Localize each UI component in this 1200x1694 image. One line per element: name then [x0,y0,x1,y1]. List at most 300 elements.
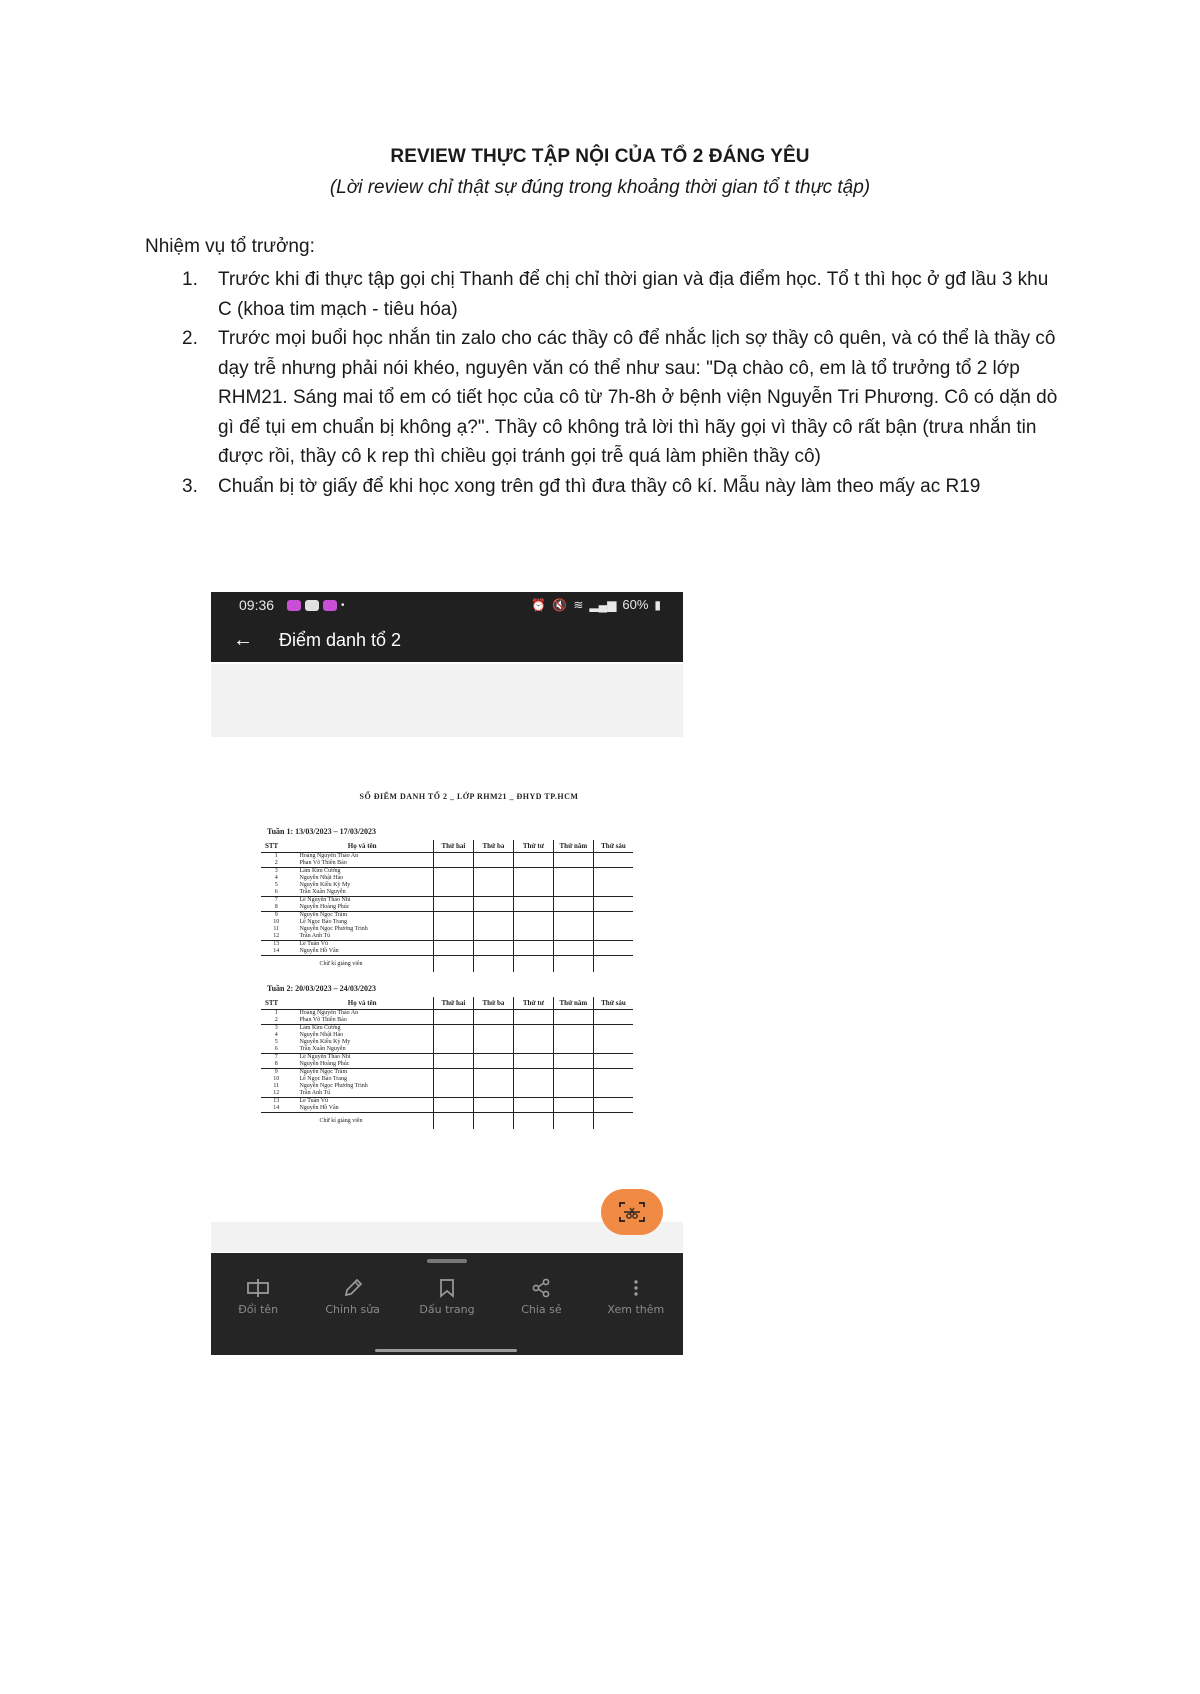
edit-button[interactable] [305,1277,399,1316]
row-stt: 3 [274,868,278,874]
table-row [261,904,633,912]
row-stt: 11 [273,1083,280,1089]
attendance-cell [513,1032,553,1039]
attendance-cell [513,1039,553,1046]
attendance-cell [593,1090,633,1098]
row-name: Trần Xuân Nguyễn [291,889,433,897]
attendance-cell [433,1039,473,1046]
signature-spacer [261,1113,291,1130]
table-row [261,853,633,861]
attendance-cell [593,1025,633,1033]
attendance-cell [433,1025,473,1033]
column-header: Thứ năm [553,840,593,853]
attendance-cell [553,1105,593,1113]
attendance-cell [473,904,513,912]
wifi-icon: ≋ [573,597,584,612]
task-item [145,324,1065,472]
table-row [261,860,633,868]
attendance-cell [513,1046,553,1054]
back-arrow-icon[interactable]: ← [233,629,253,651]
row-stt: 13 [273,1098,280,1104]
column-header: Thứ tư [513,997,553,1010]
table-row [261,933,633,941]
task-number: 1. [182,269,198,290]
attendance-cell [593,1039,633,1046]
row-name: Trần Anh Tú [291,1090,433,1098]
attendance-cell [433,897,473,905]
action-label: Dấu trang [419,1303,475,1316]
row-name: Nguyễn Kiều Kỳ My [299,882,351,888]
column-header: Thứ hai [433,997,473,1010]
week-label: Tuần 2: 20/03/2023 – 24/03/2023 [267,984,377,993]
row-stt: 13 [273,941,280,947]
attendance-cell [553,1076,593,1083]
sheet-handle[interactable] [427,1259,467,1263]
attendance-cell [513,860,553,868]
table-row [261,889,633,897]
task-number: 2. [182,328,198,349]
row-name: Lê Tuấn Vũ [299,941,329,947]
attendance-cell [513,941,553,949]
attendance-cell [513,926,553,933]
attendance-cell [433,1083,473,1090]
scan-icon [617,1200,647,1224]
attendance-cell [553,1069,593,1077]
table-row [261,919,633,926]
phone-screenshot [211,592,683,1355]
week-label: Tuần 1: 13/03/2023 – 17/03/2023 [267,827,377,836]
attendance-cell [473,853,513,861]
attendance-cell [473,919,513,926]
row-stt: 2 [261,1017,291,1025]
attendance-cell [473,933,513,941]
attendance-cell [473,1098,513,1106]
row-stt: 8 [261,904,291,912]
attendance-cell [553,926,593,933]
table-row [261,882,633,889]
column-header: Thứ sáu [593,997,633,1010]
attendance-cell [433,860,473,868]
table-row [261,875,633,882]
task-text: Trước mọi buổi học nhắn tin zalo cho các thầy cô để nhắc lịch sợ thầy cô quên, và có thể là thầy cô dạy trễ nhưng phải nói khéo, nguyên văn có thể như sau: "Dạ chào cô, em là tổ trưởng tổ 2 lớp RHM21. Sáng mai tổ em có tiết học của cô từ 7h-8h ở bệnh viện Nguyễn Tri Phương. Cô có dặn dò gì để tụi em chuẩn bị không ạ?". Thầy cô không trả lời thì hãy gọi vì thầy cô rất bận (trưa nhắn tin được rồi, thầy cô k rep thì chiều gọi tránh gọi trễ quá làm phiền thầy cô) [218,328,1058,467]
attendance-cell [473,875,513,882]
row-name: Lê Ngọc Bảo Trang [299,1076,347,1082]
attendance-cell [513,919,553,926]
attendance-cell [553,1010,593,1018]
column-header: Thứ hai [433,840,473,853]
row-name: Nguyễn Nhật Hảo [299,875,344,881]
attendance-cell [433,1054,473,1062]
attendance-cell [593,1105,633,1113]
signature-row [261,956,633,973]
attendance-cell [593,904,633,912]
attendance-cell [593,875,633,882]
attendance-cell [593,1032,633,1039]
share-button[interactable] [494,1277,588,1316]
row-name: Nguyễn Hoàng Phúc [291,904,433,912]
attendance-cell [473,1046,513,1054]
row-stt: 12 [261,933,291,941]
attendance-cell [433,926,473,933]
signature-cell [513,1113,553,1130]
attendance-cell [433,1076,473,1083]
table-row [261,1076,633,1083]
action-label: Chỉnh sửa [325,1303,380,1316]
signature-cell [433,956,473,973]
week-block [261,827,641,972]
attendance-cell [553,889,593,897]
attendance-cell [473,1054,513,1062]
attendance-cell [473,1061,513,1069]
attendance-cell [593,897,633,905]
column-header: Thứ tư [513,840,553,853]
attendance-cell [593,919,633,926]
attendance-cell [473,1090,513,1098]
row-name: Lê Nguyễn Thảo Nhi [299,897,351,903]
attendance-cell [473,1039,513,1046]
attendance-sheet [261,792,641,1129]
attendance-cell [473,868,513,876]
table-row [261,941,633,949]
attendance-cell [433,948,473,956]
row-name: Lê Nguyễn Thảo Nhi [299,1054,351,1060]
page-title: REVIEW THỰC TẬP NỘI CỦA TỔ 2 ĐÁNG YÊU [390,146,810,167]
signature-row [261,1113,633,1130]
bookmark-icon [437,1277,457,1299]
table-row [261,948,633,956]
attendance-cell [553,1039,593,1046]
attendance-cell [433,1069,473,1077]
attendance-cell [473,1017,513,1025]
attendance-cell [593,941,633,949]
attendance-cell [473,941,513,949]
attendance-cell [433,868,473,876]
table-row [261,912,633,920]
signature-cell [433,1113,473,1130]
row-name: Phan Võ Thiên Bảo [291,860,433,868]
mute-icon: 🔇 [552,597,568,612]
task-text: Chuẩn bị tờ giấy để khi học xong trên gđ thì đưa thầy cô kí. Mẫu này làm theo mấy ac R19 [218,475,981,497]
gesture-nav-bar[interactable] [375,1349,517,1352]
battery-level: 60% [622,597,649,612]
signature-label: Chữ kí giảng viên [319,1117,363,1124]
attendance-cell [553,1032,593,1039]
table-row [261,1054,633,1062]
signature-cell [473,1113,513,1130]
attendance-cell [473,1083,513,1090]
attendance-cell [593,853,633,861]
attendance-cell [473,889,513,897]
row-name: Lê Ngọc Bảo Trang [299,919,347,925]
attendance-cell [473,912,513,920]
table-row [261,1010,633,1018]
row-name: Nguyễn Nhật Hảo [299,1032,344,1038]
table-row [261,868,633,876]
more-icon [631,1277,641,1299]
attendance-cell [473,1025,513,1033]
row-stt: 12 [261,1090,291,1098]
attendance-cell [473,926,513,933]
attendance-cell [553,933,593,941]
attendance-cell [513,904,553,912]
attendance-cell [513,1098,553,1106]
attendance-cell [553,1061,593,1069]
row-stt: 8 [261,1061,291,1069]
attendance-cell [593,860,633,868]
section-label: Nhiệm vụ tổ trưởng: [145,236,315,257]
row-stt: 9 [274,1069,278,1075]
attendance-cell [433,1032,473,1039]
row-name: Nguyễn Kiều Kỳ My [299,1039,351,1045]
column-header: Thứ năm [553,997,593,1010]
action-label: Đổi tên [238,1303,279,1316]
attendance-cell [513,1010,553,1018]
column-header: Thứ sáu [593,840,633,853]
attendance-cell [553,1090,593,1098]
edit-icon [342,1277,364,1299]
more-button[interactable] [589,1277,683,1316]
row-name: Nguyễn Hoàng Phúc [291,1061,433,1069]
table-row [261,1025,633,1033]
table-row [261,897,633,905]
attendance-cell [433,1061,473,1069]
viewer-background [211,664,683,737]
attendance-table [261,840,633,972]
app-header [211,592,683,662]
attendance-cell [433,933,473,941]
signature-cell [593,1113,633,1130]
signature-spacer [261,956,291,973]
bookmark-button[interactable] [400,1277,494,1316]
row-stt: 6 [261,1046,291,1054]
task-item [145,265,1065,324]
row-stt: 5 [274,882,278,888]
rename-button[interactable] [211,1277,305,1316]
attendance-cell [473,1032,513,1039]
attendance-cell [513,948,553,956]
messenger-icon [323,600,337,611]
row-name: Lê Tuấn Vũ [299,1098,329,1104]
attendance-cell [553,1017,593,1025]
attendance-cell [593,868,633,876]
table-row [261,1017,633,1025]
task-number: 3. [182,475,198,497]
attendance-cell [593,912,633,920]
attendance-cell [433,1017,473,1025]
column-header: Họ và tên [291,840,433,853]
attendance-cell [513,889,553,897]
table-row [261,1098,633,1106]
row-stt: 1 [274,1010,278,1016]
battery-icon: ▮ [654,597,661,612]
table-row [261,926,633,933]
signature-cell [593,956,633,973]
attendance-cell [553,868,593,876]
rename-icon [246,1277,270,1299]
attendance-cell [553,875,593,882]
sheet-title: SỔ ĐIỂM DANH TỔ 2 _ LỚP RHM21 _ ĐHYD TP.HCM [359,792,579,801]
attendance-cell [433,912,473,920]
attendance-cell [473,948,513,956]
attendance-cell [593,882,633,889]
status-time: 09:36 [239,597,275,613]
row-stt: 3 [274,1025,278,1031]
attendance-cell [553,1054,593,1062]
table-row [261,1090,633,1098]
row-stt: 2 [261,860,291,868]
attendance-cell [593,1098,633,1106]
column-header: STT [261,997,291,1010]
attendance-cell [433,875,473,882]
table-row [261,1046,633,1054]
row-stt: 1 [274,853,278,859]
row-name: Hoàng Nguyễn Thảo An [299,853,359,859]
task-item [145,472,1065,502]
attendance-cell [553,882,593,889]
column-header: Thứ ba [473,840,513,853]
signature-cell [553,956,593,973]
row-name: Nguyễn Ngọc Trâm [299,1069,348,1075]
attendance-cell [553,948,593,956]
attendance-cell [593,948,633,956]
row-name: Lâm Kim Cương [299,868,341,874]
attendance-cell [593,926,633,933]
action-label: Xem thêm [607,1303,665,1316]
attendance-cell [593,1083,633,1090]
attendance-cell [553,1083,593,1090]
attendance-cell [553,919,593,926]
alarm-icon: ⏰ [531,597,547,612]
attendance-cell [473,1069,513,1077]
week-block [261,984,641,1129]
attendance-cell [553,897,593,905]
attendance-cell [513,882,553,889]
row-stt: 7 [274,897,278,903]
row-name: Nguyễn Ngọc Phương Trinh [299,926,368,932]
attendance-cell [593,1046,633,1054]
action-label: Chia sẻ [521,1303,562,1316]
row-stt: 10 [273,1076,280,1082]
attendance-cell [593,1010,633,1018]
attendance-cell [473,860,513,868]
status-indicators [531,597,661,612]
attendance-cell [553,860,593,868]
notification-icons [287,600,345,611]
attendance-cell [513,1083,553,1090]
row-name: Nguyễn Hồ Vân [291,948,433,956]
attendance-cell [513,868,553,876]
attendance-cell [593,889,633,897]
column-header: STT [261,840,291,853]
scan-button[interactable] [601,1189,663,1235]
page-subtitle: (Lời review chỉ thật sự đúng trong khoảng thời gian tổ t thực tập) [329,177,871,198]
attendance-cell [593,1017,633,1025]
signature-cell [553,1113,593,1130]
row-stt: 7 [274,1054,278,1060]
notification-icon [305,600,319,611]
attendance-cell [593,1069,633,1077]
attendance-cell [433,853,473,861]
attendance-cell [473,1076,513,1083]
attendance-table [261,997,633,1129]
attendance-cell [513,1061,553,1069]
row-stt: 14 [261,1105,291,1113]
attendance-cell [473,1010,513,1018]
attendance-cell [513,912,553,920]
bottom-action-bar [211,1253,683,1355]
attendance-cell [513,933,553,941]
dot-icon: • [341,600,345,611]
attendance-cell [433,1046,473,1054]
table-row [261,1039,633,1046]
row-stt: 5 [274,1039,278,1045]
column-header: Họ và tên [291,997,433,1010]
attendance-cell [513,1017,553,1025]
attendance-cell [593,1061,633,1069]
attendance-cell [513,853,553,861]
row-name: Nguyễn Ngọc Trâm [299,912,348,918]
table-row [261,1032,633,1039]
attendance-cell [553,1046,593,1054]
signal-icon: ▂▄▆ [589,597,617,612]
attendance-cell [593,1076,633,1083]
attendance-cell [473,1105,513,1113]
attendance-cell [513,897,553,905]
table-row [261,1105,633,1113]
table-row [261,1069,633,1077]
row-name: Trần Xuân Nguyễn [291,1046,433,1054]
row-stt: 14 [261,948,291,956]
share-icon [530,1277,552,1299]
attendance-cell [553,904,593,912]
row-name: Trần Anh Tú [291,933,433,941]
table-row [261,1083,633,1090]
attendance-cell [473,897,513,905]
task-text: Trước khi đi thực tập gọi chị Thanh để chị chỉ thời gian và địa điểm học. Tổ t thì học ở gđ lầu 3 khu C (khoa tim mạch - tiêu hóa) [218,269,1049,320]
row-stt: 9 [274,912,278,918]
attendance-cell [513,1105,553,1113]
attendance-cell [593,1054,633,1062]
row-name: Hoàng Nguyễn Thảo An [299,1010,359,1016]
attendance-cell [553,1025,593,1033]
table-row [261,1061,633,1069]
attendance-cell [513,1069,553,1077]
row-stt: 4 [274,1032,278,1038]
row-name: Phan Võ Thiên Bảo [291,1017,433,1025]
attendance-cell [513,1025,553,1033]
attendance-cell [433,1010,473,1018]
attendance-cell [433,904,473,912]
attendance-cell [433,1090,473,1098]
attendance-cell [553,941,593,949]
task-list [145,265,1065,501]
row-stt: 11 [273,926,280,932]
row-name: Lâm Kim Cương [299,1025,341,1031]
attendance-cell [553,853,593,861]
signature-cell [473,956,513,973]
attendance-cell [553,912,593,920]
signature-label: Chữ kí giảng viên [319,960,363,967]
messenger-icon [287,600,301,611]
row-name: Nguyễn Hồ Vân [291,1105,433,1113]
row-stt: 10 [273,919,280,925]
attendance-cell [513,1090,553,1098]
row-name: Nguyễn Ngọc Phương Trinh [299,1083,368,1089]
row-stt: 4 [274,875,278,881]
attendance-cell [433,919,473,926]
app-bar-title: Điểm danh tổ 2 [279,630,402,650]
attendance-cell [433,882,473,889]
